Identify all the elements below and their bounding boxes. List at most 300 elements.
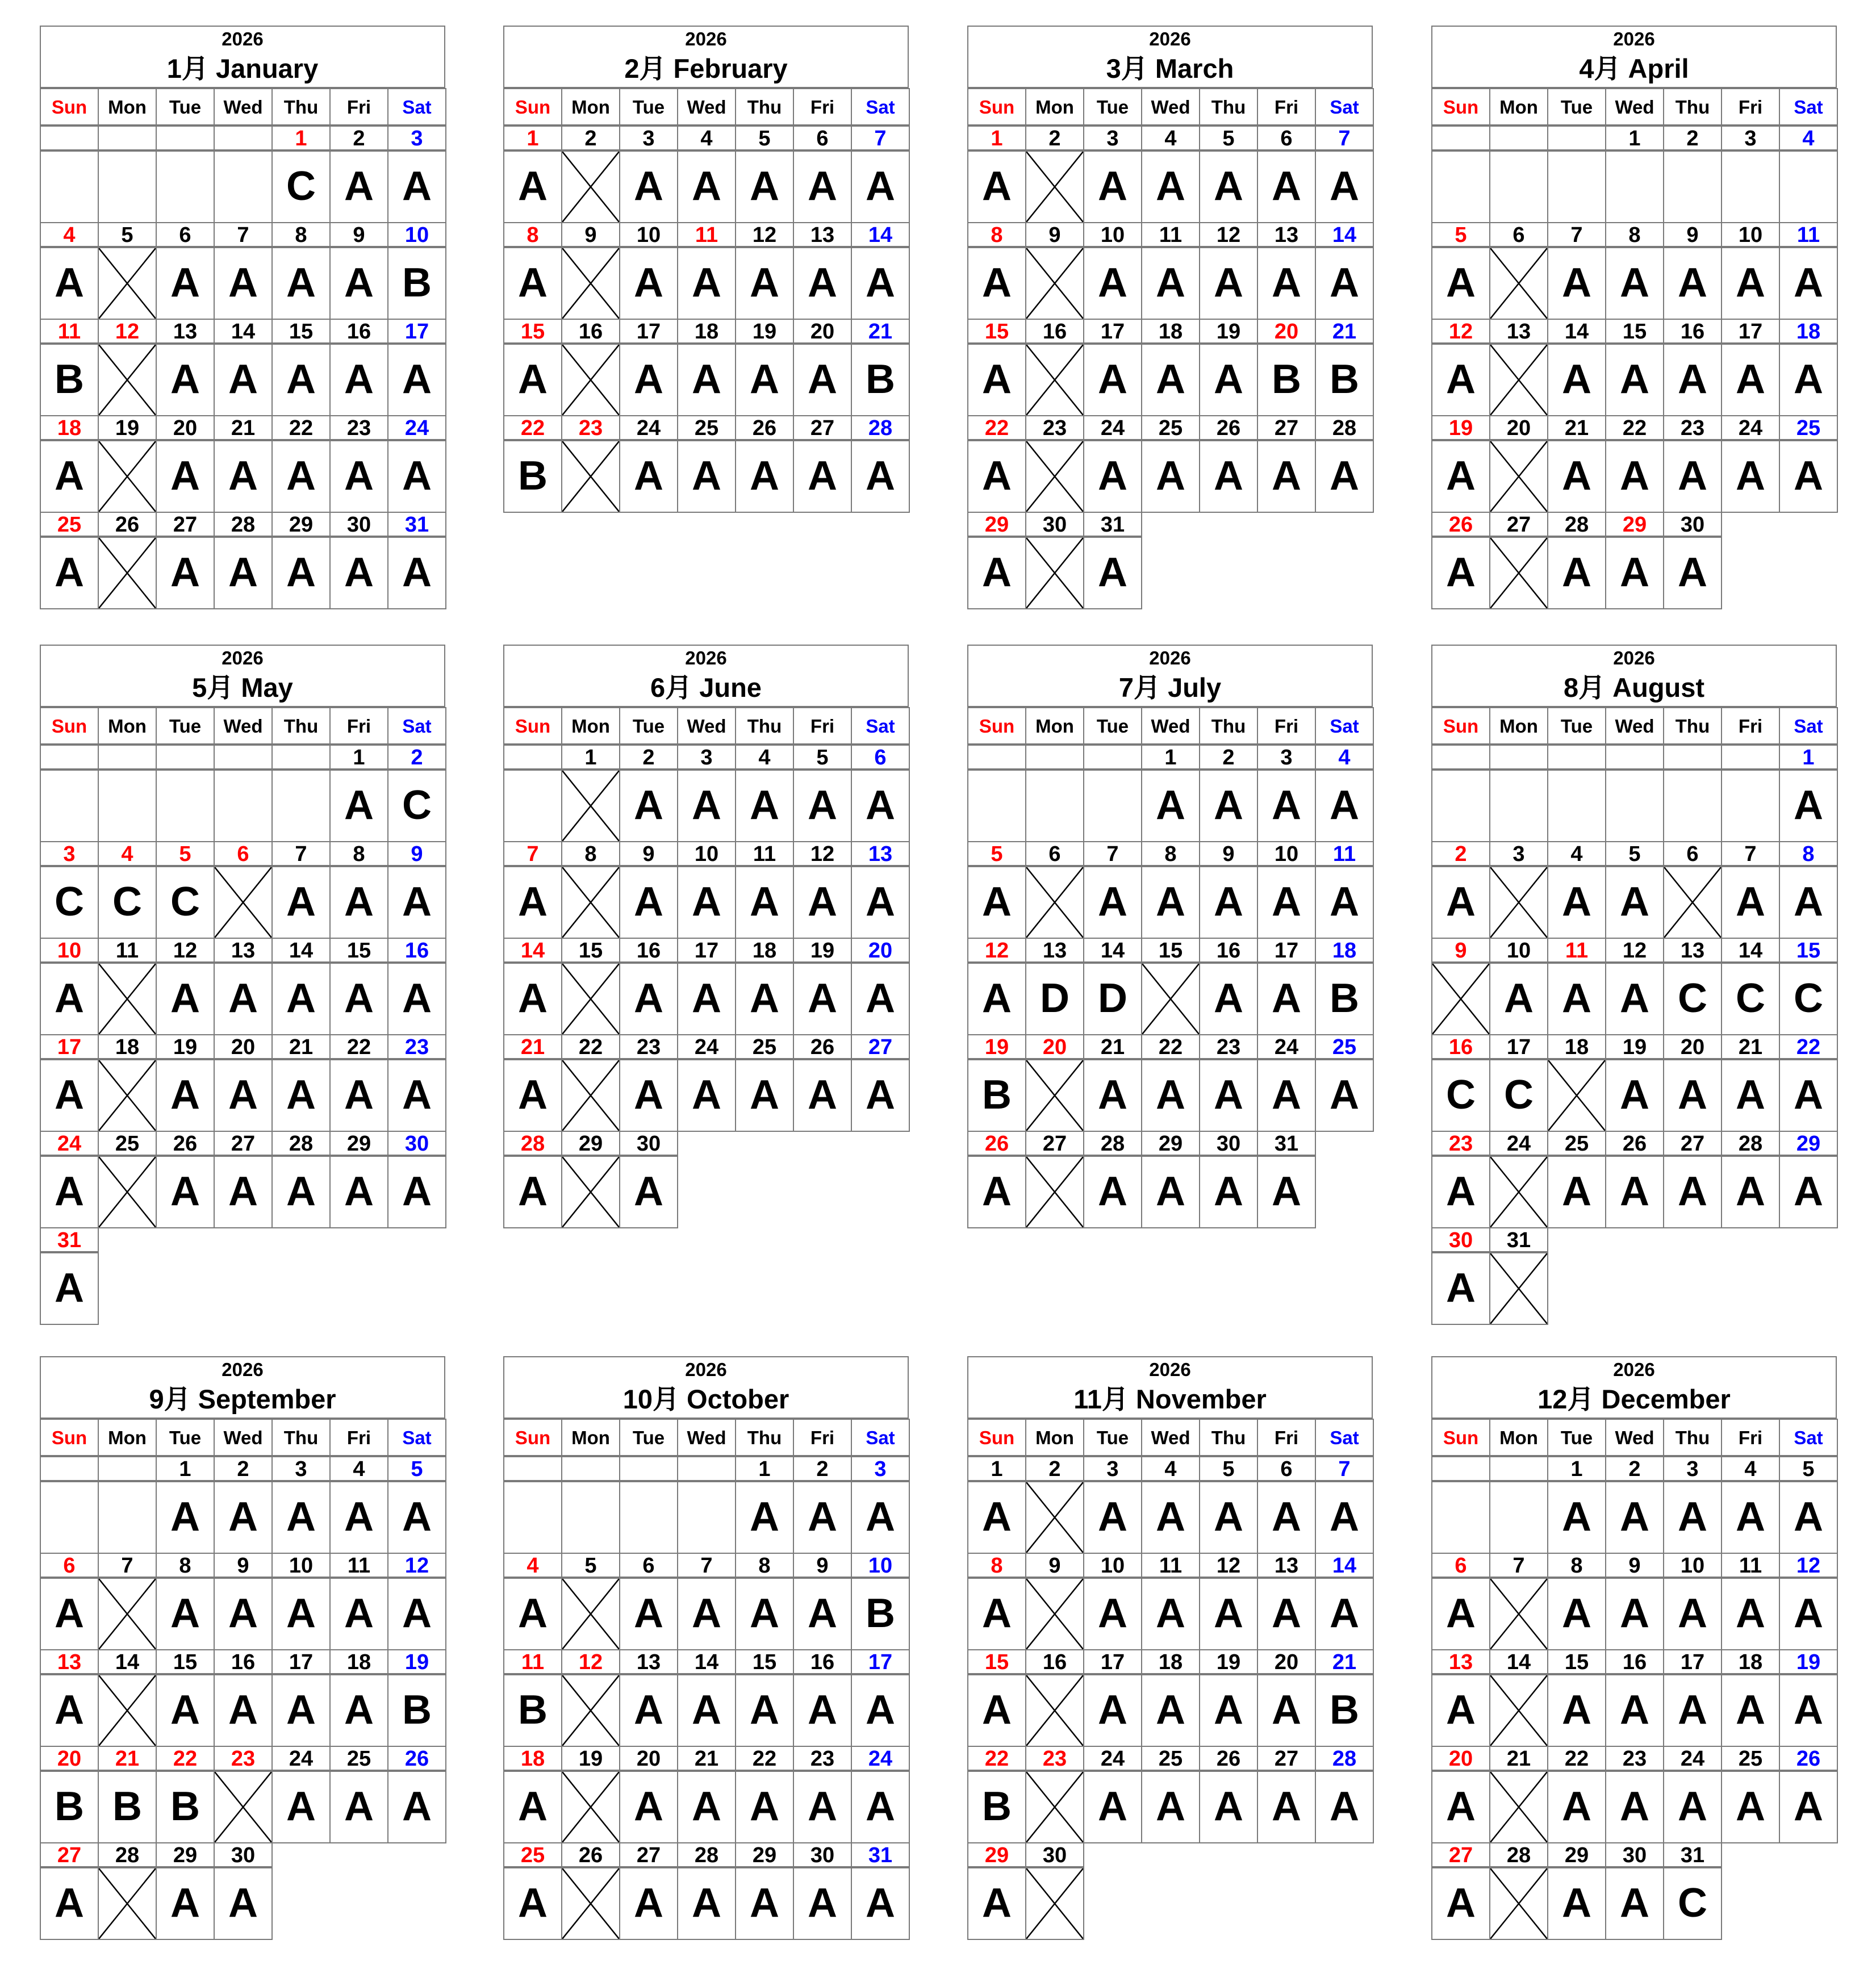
day-cell[interactable] [387,770,446,842]
closed-day-cell[interactable] [1025,344,1084,416]
day-cell[interactable] [619,1867,678,1940]
day-cell[interactable] [1141,1059,1200,1132]
day-cell[interactable] [793,150,852,223]
day-cell[interactable] [214,1481,273,1554]
day-cell[interactable] [156,963,215,1035]
day-cell[interactable] [1663,150,1722,223]
day-cell[interactable] [214,963,273,1035]
day-cell[interactable] [1199,247,1258,320]
day-cell[interactable] [1431,150,1490,223]
day-cell[interactable] [503,440,562,513]
day-cell[interactable] [214,1578,273,1650]
day-cell[interactable] [1721,1481,1780,1554]
closed-day-cell[interactable] [1489,1578,1548,1650]
closed-day-cell[interactable] [561,1059,620,1132]
day-cell[interactable] [677,770,736,842]
day-cell[interactable] [735,150,794,223]
day-cell[interactable] [735,344,794,416]
day-cell[interactable] [387,1059,446,1132]
day-cell[interactable] [1489,1481,1548,1554]
closed-day-cell[interactable] [1025,247,1084,320]
day-cell[interactable] [677,1771,736,1843]
day-cell[interactable] [677,963,736,1035]
day-cell[interactable] [677,1867,736,1940]
day-cell[interactable] [619,247,678,320]
day-cell[interactable] [1721,1156,1780,1228]
day-cell[interactable] [1257,247,1316,320]
day-cell[interactable] [1315,770,1374,842]
day-cell[interactable] [851,150,910,223]
day-cell[interactable] [735,1481,794,1554]
day-cell[interactable] [329,1059,388,1132]
closed-day-cell[interactable] [1431,963,1490,1035]
day-cell[interactable] [793,440,852,513]
closed-day-cell[interactable] [214,1771,273,1843]
day-cell[interactable] [1663,1578,1722,1650]
day-cell[interactable] [1779,1156,1838,1228]
day-cell[interactable] [156,1059,215,1132]
day-cell[interactable] [156,344,215,416]
day-cell[interactable] [329,866,388,939]
day-cell[interactable] [1547,344,1606,416]
day-cell[interactable] [1083,537,1142,609]
closed-day-cell[interactable] [1663,866,1722,939]
closed-day-cell[interactable] [1025,1156,1084,1228]
day-cell[interactable] [1315,440,1374,513]
day-cell[interactable] [619,770,678,842]
day-cell[interactable] [1547,1867,1606,1940]
day-cell[interactable] [619,1771,678,1843]
day-cell[interactable] [1199,1578,1258,1650]
day-cell[interactable] [793,1771,852,1843]
closed-day-cell[interactable] [561,1867,620,1940]
day-cell[interactable] [1083,247,1142,320]
day-cell[interactable] [677,866,736,939]
day-cell[interactable] [793,344,852,416]
day-cell[interactable] [1315,866,1374,939]
day-cell[interactable] [1141,770,1200,842]
day-cell[interactable] [1663,770,1722,842]
day-cell[interactable] [1083,1481,1142,1554]
day-cell[interactable] [503,1867,562,1940]
day-cell[interactable] [1431,1252,1490,1325]
day-cell[interactable] [1605,1771,1664,1843]
day-cell[interactable] [156,1156,215,1228]
day-cell[interactable] [1663,1867,1722,1940]
day-cell[interactable] [851,1578,910,1650]
day-cell[interactable] [1663,537,1722,609]
day-cell[interactable] [1721,1771,1780,1843]
day-cell[interactable] [1605,1578,1664,1650]
day-cell[interactable] [1721,247,1780,320]
day-cell[interactable] [1663,1156,1722,1228]
day-cell[interactable] [619,1156,678,1228]
day-cell[interactable] [40,1252,99,1325]
day-cell[interactable] [387,1674,446,1747]
closed-day-cell[interactable] [1025,1674,1084,1747]
day-cell[interactable] [387,963,446,1035]
day-cell[interactable] [503,1674,562,1747]
closed-day-cell[interactable] [561,440,620,513]
day-cell[interactable] [1605,1674,1664,1747]
day-cell[interactable] [1547,1578,1606,1650]
day-cell[interactable] [1547,1771,1606,1843]
day-cell[interactable] [1431,1156,1490,1228]
day-cell[interactable] [619,1481,678,1554]
day-cell[interactable] [851,247,910,320]
day-cell[interactable] [1721,1674,1780,1747]
day-cell[interactable] [98,1481,157,1554]
day-cell[interactable] [967,866,1026,939]
closed-day-cell[interactable] [561,247,620,320]
day-cell[interactable] [851,866,910,939]
day-cell[interactable] [619,150,678,223]
day-cell[interactable] [735,770,794,842]
day-cell[interactable] [1431,1578,1490,1650]
day-cell[interactable] [1489,1059,1548,1132]
day-cell[interactable] [1779,770,1838,842]
day-cell[interactable] [40,1867,99,1940]
day-cell[interactable] [1083,1674,1142,1747]
day-cell[interactable] [1779,1059,1838,1132]
day-cell[interactable] [271,1156,331,1228]
day-cell[interactable] [1721,344,1780,416]
day-cell[interactable] [1257,1771,1316,1843]
closed-day-cell[interactable] [98,344,157,416]
day-cell[interactable] [271,150,331,223]
day-cell[interactable] [967,344,1026,416]
day-cell[interactable] [1083,770,1142,842]
day-cell[interactable] [1083,963,1142,1035]
day-cell[interactable] [329,963,388,1035]
day-cell[interactable] [1547,1674,1606,1747]
day-cell[interactable] [1141,1771,1200,1843]
closed-day-cell[interactable] [98,963,157,1035]
day-cell[interactable] [851,1481,910,1554]
day-cell[interactable] [793,866,852,939]
day-cell[interactable] [1199,1481,1258,1554]
closed-day-cell[interactable] [561,866,620,939]
day-cell[interactable] [1315,150,1374,223]
closed-day-cell[interactable] [98,1156,157,1228]
closed-day-cell[interactable] [98,1867,157,1940]
day-cell[interactable] [1257,963,1316,1035]
day-cell[interactable] [1721,866,1780,939]
day-cell[interactable] [271,770,331,842]
day-cell[interactable] [1315,1578,1374,1650]
day-cell[interactable] [1663,247,1722,320]
day-cell[interactable] [1083,344,1142,416]
day-cell[interactable] [677,344,736,416]
day-cell[interactable] [503,1481,562,1554]
day-cell[interactable] [1605,770,1664,842]
day-cell[interactable] [1315,1481,1374,1554]
day-cell[interactable] [793,1059,852,1132]
day-cell[interactable] [1605,1867,1664,1940]
day-cell[interactable] [1083,150,1142,223]
day-cell[interactable] [1721,1578,1780,1650]
day-cell[interactable] [156,1771,215,1843]
day-cell[interactable] [967,770,1026,842]
closed-day-cell[interactable] [1025,440,1084,513]
day-cell[interactable] [503,344,562,416]
day-cell[interactable] [40,1578,99,1650]
day-cell[interactable] [1257,1481,1316,1554]
day-cell[interactable] [1721,440,1780,513]
day-cell[interactable] [793,963,852,1035]
day-cell[interactable] [1663,963,1722,1035]
day-cell[interactable] [851,1059,910,1132]
closed-day-cell[interactable] [1141,963,1200,1035]
day-cell[interactable] [1141,150,1200,223]
day-cell[interactable] [967,537,1026,609]
day-cell[interactable] [156,1481,215,1554]
day-cell[interactable] [677,440,736,513]
day-cell[interactable] [793,1867,852,1940]
day-cell[interactable] [1315,247,1374,320]
day-cell[interactable] [1605,866,1664,939]
day-cell[interactable] [1141,1674,1200,1747]
day-cell[interactable] [1315,1674,1374,1747]
day-cell[interactable] [1199,1156,1258,1228]
day-cell[interactable] [1431,1059,1490,1132]
day-cell[interactable] [967,150,1026,223]
day-cell[interactable] [1257,344,1316,416]
day-cell[interactable] [851,344,910,416]
day-cell[interactable] [156,866,215,939]
day-cell[interactable] [329,1771,388,1843]
day-cell[interactable] [271,344,331,416]
day-cell[interactable] [735,1771,794,1843]
day-cell[interactable] [503,1059,562,1132]
day-cell[interactable] [1721,150,1780,223]
day-cell[interactable] [677,1481,736,1554]
day-cell[interactable] [1431,440,1490,513]
day-cell[interactable] [1431,247,1490,320]
day-cell[interactable] [793,1578,852,1650]
day-cell[interactable] [329,770,388,842]
day-cell[interactable] [735,963,794,1035]
closed-day-cell[interactable] [1025,1059,1084,1132]
day-cell[interactable] [677,1059,736,1132]
day-cell[interactable] [1257,866,1316,939]
closed-day-cell[interactable] [214,866,273,939]
day-cell[interactable] [793,1674,852,1747]
closed-day-cell[interactable] [1025,150,1084,223]
day-cell[interactable] [214,1867,273,1940]
day-cell[interactable] [40,770,99,842]
closed-day-cell[interactable] [561,770,620,842]
day-cell[interactable] [1547,1156,1606,1228]
day-cell[interactable] [1141,866,1200,939]
day-cell[interactable] [40,963,99,1035]
day-cell[interactable] [40,247,99,320]
day-cell[interactable] [1779,963,1838,1035]
day-cell[interactable] [271,1771,331,1843]
day-cell[interactable] [214,1674,273,1747]
day-cell[interactable] [1779,344,1838,416]
day-cell[interactable] [1721,770,1780,842]
day-cell[interactable] [1199,440,1258,513]
day-cell[interactable] [1489,770,1548,842]
day-cell[interactable] [98,866,157,939]
day-cell[interactable] [1663,1481,1722,1554]
day-cell[interactable] [1141,344,1200,416]
day-cell[interactable] [271,440,331,513]
day-cell[interactable] [329,440,388,513]
day-cell[interactable] [503,963,562,1035]
day-cell[interactable] [156,1867,215,1940]
closed-day-cell[interactable] [1025,1867,1084,1940]
closed-day-cell[interactable] [1489,1771,1548,1843]
day-cell[interactable] [1083,1771,1142,1843]
closed-day-cell[interactable] [1489,1156,1548,1228]
closed-day-cell[interactable] [561,1578,620,1650]
day-cell[interactable] [271,1481,331,1554]
day-cell[interactable] [329,344,388,416]
day-cell[interactable] [156,247,215,320]
closed-day-cell[interactable] [561,344,620,416]
day-cell[interactable] [1663,1771,1722,1843]
closed-day-cell[interactable] [1489,1252,1548,1325]
day-cell[interactable] [387,537,446,609]
day-cell[interactable] [793,770,852,842]
day-cell[interactable] [1083,866,1142,939]
day-cell[interactable] [1605,344,1664,416]
day-cell[interactable] [735,1578,794,1650]
day-cell[interactable] [214,1156,273,1228]
day-cell[interactable] [1431,1867,1490,1940]
closed-day-cell[interactable] [561,963,620,1035]
day-cell[interactable] [1431,866,1490,939]
day-cell[interactable] [967,1867,1026,1940]
day-cell[interactable] [1779,1481,1838,1554]
day-cell[interactable] [271,1674,331,1747]
day-cell[interactable] [98,150,157,223]
day-cell[interactable] [967,1578,1026,1650]
day-cell[interactable] [40,440,99,513]
day-cell[interactable] [329,1481,388,1554]
day-cell[interactable] [1257,150,1316,223]
day-cell[interactable] [1083,440,1142,513]
day-cell[interactable] [1257,1156,1316,1228]
day-cell[interactable] [214,344,273,416]
day-cell[interactable] [1141,1578,1200,1650]
day-cell[interactable] [1547,537,1606,609]
day-cell[interactable] [735,247,794,320]
day-cell[interactable] [1547,770,1606,842]
day-cell[interactable] [214,770,273,842]
day-cell[interactable] [967,1481,1026,1554]
closed-day-cell[interactable] [1025,1578,1084,1650]
closed-day-cell[interactable] [1489,866,1548,939]
day-cell[interactable] [619,440,678,513]
day-cell[interactable] [1257,770,1316,842]
day-cell[interactable] [214,247,273,320]
day-cell[interactable] [271,247,331,320]
day-cell[interactable] [329,150,388,223]
day-cell[interactable] [503,1578,562,1650]
day-cell[interactable] [1141,440,1200,513]
closed-day-cell[interactable] [561,1674,620,1747]
day-cell[interactable] [677,150,736,223]
day-cell[interactable] [214,150,273,223]
day-cell[interactable] [1199,344,1258,416]
day-cell[interactable] [40,1481,99,1554]
day-cell[interactable] [967,247,1026,320]
day-cell[interactable] [387,150,446,223]
day-cell[interactable] [1315,963,1374,1035]
closed-day-cell[interactable] [1025,537,1084,609]
day-cell[interactable] [1605,247,1664,320]
day-cell[interactable] [40,866,99,939]
day-cell[interactable] [329,1156,388,1228]
day-cell[interactable] [271,1059,331,1132]
day-cell[interactable] [40,150,99,223]
closed-day-cell[interactable] [98,440,157,513]
day-cell[interactable] [503,866,562,939]
closed-day-cell[interactable] [1489,440,1548,513]
day-cell[interactable] [1025,963,1084,1035]
day-cell[interactable] [851,1771,910,1843]
day-cell[interactable] [1547,866,1606,939]
day-cell[interactable] [1721,1059,1780,1132]
day-cell[interactable] [1199,866,1258,939]
day-cell[interactable] [967,1771,1026,1843]
day-cell[interactable] [1547,150,1606,223]
day-cell[interactable] [619,1059,678,1132]
day-cell[interactable] [1199,150,1258,223]
day-cell[interactable] [40,1059,99,1132]
day-cell[interactable] [1431,1674,1490,1747]
day-cell[interactable] [98,1771,157,1843]
day-cell[interactable] [1663,440,1722,513]
day-cell[interactable] [271,866,331,939]
day-cell[interactable] [793,247,852,320]
day-cell[interactable] [1199,1771,1258,1843]
day-cell[interactable] [967,1674,1026,1747]
day-cell[interactable] [1663,1674,1722,1747]
closed-day-cell[interactable] [561,1771,620,1843]
day-cell[interactable] [735,866,794,939]
day-cell[interactable] [214,537,273,609]
day-cell[interactable] [1779,1674,1838,1747]
day-cell[interactable] [735,440,794,513]
day-cell[interactable] [793,1481,852,1554]
closed-day-cell[interactable] [1489,537,1548,609]
closed-day-cell[interactable] [1489,344,1548,416]
day-cell[interactable] [967,1059,1026,1132]
day-cell[interactable] [1547,963,1606,1035]
day-cell[interactable] [503,150,562,223]
day-cell[interactable] [1779,150,1838,223]
day-cell[interactable] [156,440,215,513]
day-cell[interactable] [271,1578,331,1650]
day-cell[interactable] [503,1156,562,1228]
day-cell[interactable] [619,344,678,416]
day-cell[interactable] [1547,1481,1606,1554]
day-cell[interactable] [1431,537,1490,609]
day-cell[interactable] [1779,866,1838,939]
day-cell[interactable] [619,1578,678,1650]
day-cell[interactable] [1257,1674,1316,1747]
day-cell[interactable] [1431,770,1490,842]
day-cell[interactable] [967,440,1026,513]
closed-day-cell[interactable] [1025,1771,1084,1843]
day-cell[interactable] [156,1578,215,1650]
day-cell[interactable] [1779,247,1838,320]
day-cell[interactable] [156,150,215,223]
